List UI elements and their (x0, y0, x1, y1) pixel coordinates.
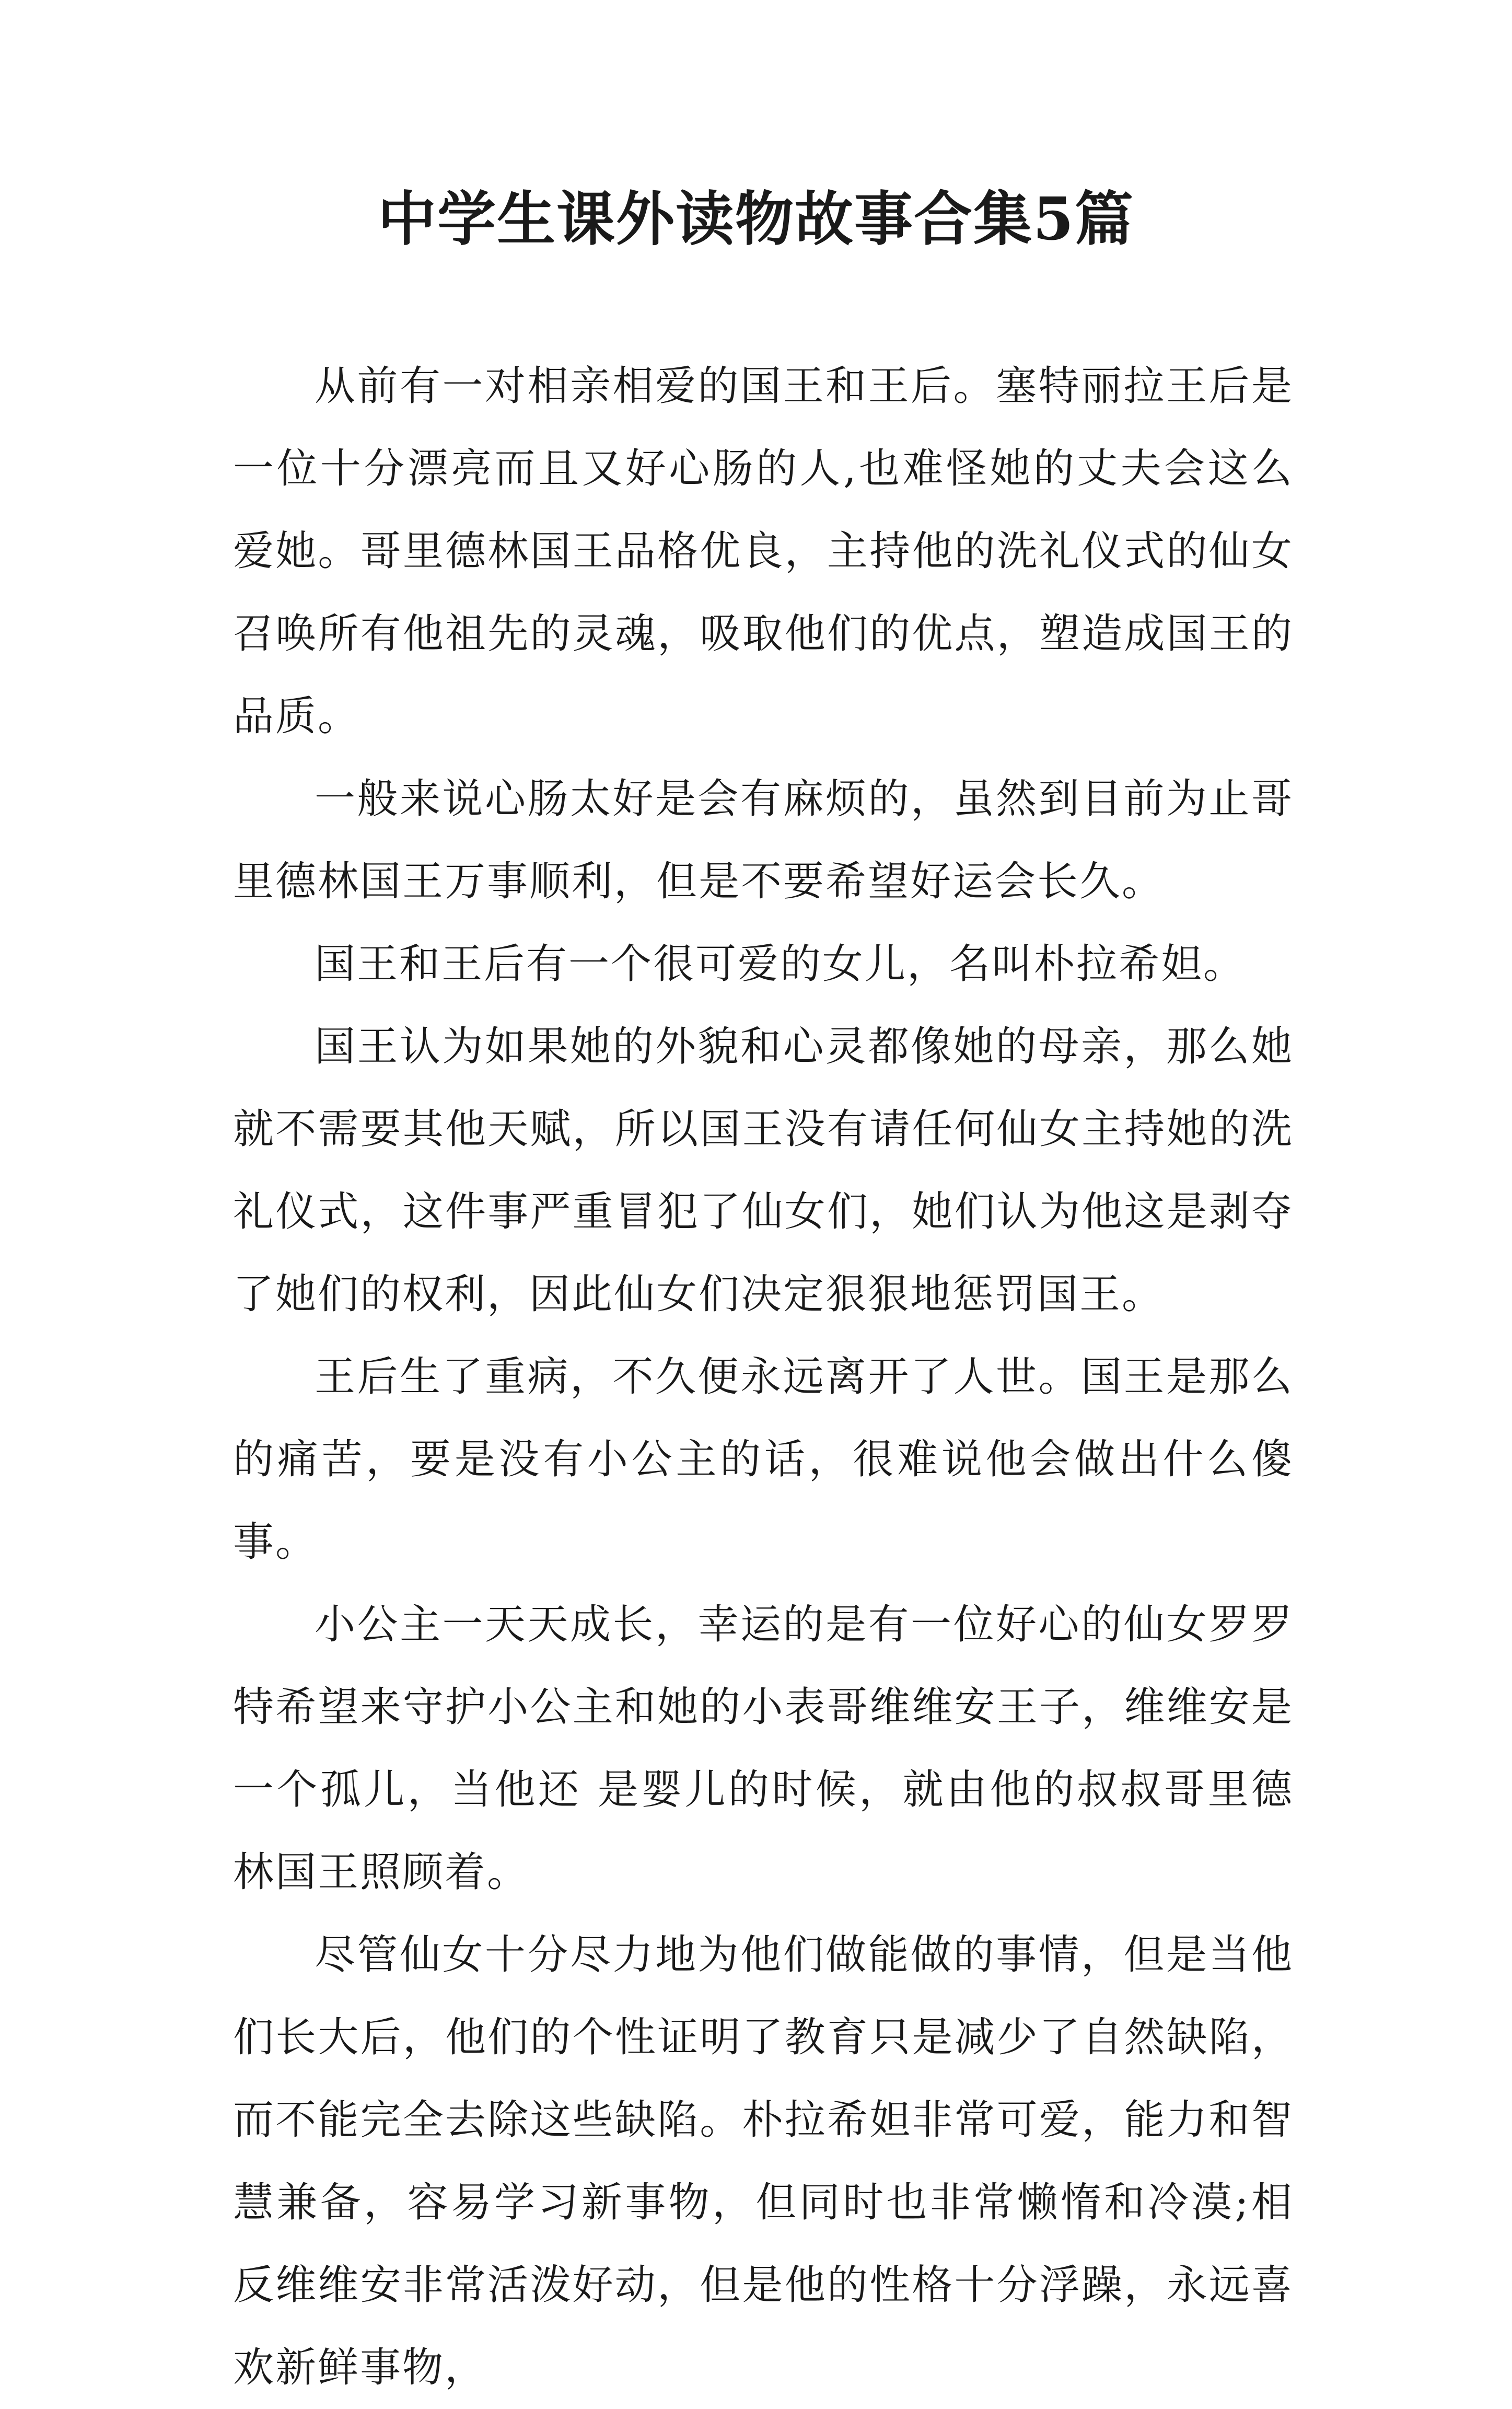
document-title: 中学生课外读物故事合集5篇 (378, 185, 1134, 253)
paragraph: 王后生了重病，不久便永远离开了人世。国王是那么的痛苦，要是没有小公主的话，很难说他会做出什么傻事。 (233, 1353, 1294, 1566)
paragraph: 小公主一天天成长，幸运的是有一位好心的仙女罗罗特希望来守护小公主和她的小表哥维维安王子，维维安是一个孤儿，当他还 是婴儿的时候，就由他的叔叔哥里德林国王照顾着。 (233, 1601, 1294, 1896)
paragraph: 从前有一对相亲相爱的国王和王后。塞特丽拉王后是一位十分漂亮而且又好心肠的人,也难怪她的丈夫会这么爱她。哥里德林国王品格优良，主持他的洗礼仪式的仙女召唤所有他祖先的灵魂，吸取他们的优点，塑造成国王的品质。 (233, 363, 1294, 740)
paragraph: 一般来说心肠太好是会有麻烦的，虽然到目前为止哥里德林国王万事顺利，但是不要希望好运会长久。 (233, 775, 1294, 905)
paragraph: 尽管仙女十分尽力地为他们做能做的事情，但是当他们长大后，他们的个性证明了教育只是减少了自然缺陷，而不能完全去除这些缺陷。朴拉希妲非常可爱，能力和智慧兼备，容易学习新事物，但同时也非常懒惰和冷漠;相反维维安非常活泼好动，但是他的性格十分浮躁，永远喜欢新鲜事物， (233, 1931, 1294, 2391)
paragraph: 国王和王后有一个很可爱的女儿，名叫朴拉希妲。 (315, 941, 1246, 988)
document-body (233, 345, 1294, 2409)
paragraph: 国王认为如果她的外貌和心灵都像她的母亲，那么她就不需要其他天赋，所以国王没有请任何仙女主持她的洗礼仪式，这件事严重冒犯了仙女们，她们认为他这是剥夺了她们的权利，因此仙女们决定狠狠地惩罚国王。 (233, 1023, 1294, 1318)
